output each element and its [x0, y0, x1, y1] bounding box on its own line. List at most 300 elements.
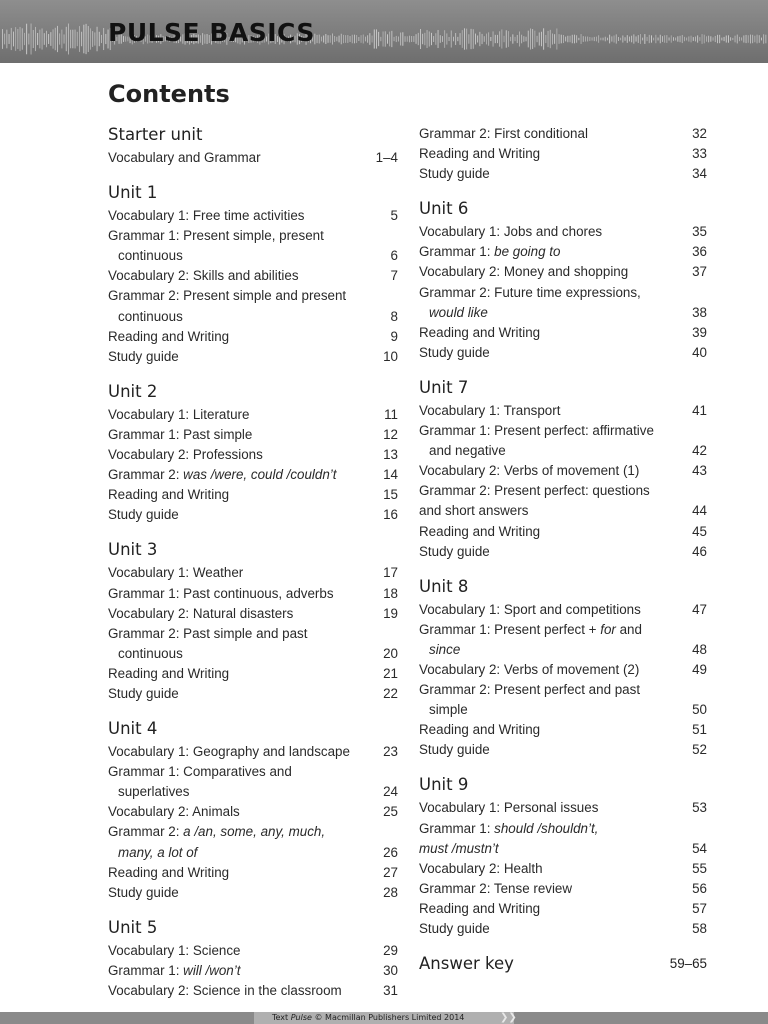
- wave-bar: [697, 35, 698, 42]
- wave-bar: [42, 28, 43, 49]
- wave-bar: [72, 30, 73, 49]
- contents-entry: [108, 563, 398, 583]
- wave-bar: [422, 34, 423, 44]
- page-number: 49: [692, 661, 707, 677]
- wave-bar: [521, 35, 522, 44]
- contents-entry: [419, 242, 707, 262]
- wave-bar: [484, 36, 485, 42]
- wave-bar: [330, 35, 331, 43]
- page-number: 37: [692, 264, 707, 280]
- wave-bar: [715, 36, 716, 42]
- wave-bar: [385, 31, 386, 46]
- wave-bar: [424, 33, 425, 45]
- wave-bar: [11, 28, 12, 50]
- wave-bar: [605, 37, 606, 42]
- contents-entry: [108, 206, 398, 226]
- wave-bar: [519, 32, 520, 47]
- entry-title: Grammar 2: Past simple and past continuous: [108, 625, 308, 661]
- wave-bar: [512, 34, 513, 43]
- contents-section: [419, 377, 707, 562]
- wave-bar: [669, 37, 670, 40]
- page-number: 40: [692, 344, 707, 360]
- page-number: 34: [692, 166, 707, 182]
- wave-bar: [4, 34, 5, 45]
- page-number: 28: [383, 884, 398, 900]
- page-number: 53: [692, 800, 707, 816]
- wave-bar: [15, 27, 16, 51]
- contents-entry: [419, 144, 707, 164]
- contents-entry: [419, 919, 707, 939]
- wave-bar: [754, 36, 755, 43]
- entry-title: Reading and Writing: [108, 328, 230, 344]
- wave-bar: [411, 36, 412, 42]
- entry-title: Grammar 2: Tense review: [419, 880, 573, 896]
- entry-title: Vocabulary 1: Sport and competitions: [419, 601, 641, 617]
- wave-bar: [556, 28, 557, 49]
- wave-bar: [763, 34, 764, 43]
- contents-entry: [419, 798, 707, 818]
- wave-bar: [600, 38, 601, 41]
- wave-bar: [35, 27, 36, 51]
- page-number: 19: [383, 605, 398, 621]
- wave-bar: [735, 36, 736, 43]
- page-number: 6: [390, 248, 398, 264]
- wave-bar: [671, 35, 672, 42]
- wave-bar: [578, 38, 579, 40]
- entry-title: Reading and Writing: [419, 900, 541, 916]
- wave-bar: [103, 28, 104, 50]
- wave-bar: [97, 27, 98, 51]
- wave-bar: [504, 36, 505, 42]
- contents-entry: [419, 720, 707, 740]
- wave-bar: [396, 36, 397, 42]
- wave-bar: [367, 35, 368, 42]
- entry-title: Reading and Writing: [108, 864, 230, 880]
- wave-bar: [341, 34, 342, 45]
- wave-bar: [746, 35, 747, 43]
- wave-bar: [658, 38, 659, 41]
- entry-title: Vocabulary 1: Free time activities: [108, 208, 305, 224]
- wave-bar: [435, 33, 436, 45]
- wave-bar: [651, 35, 652, 42]
- wave-bar: [479, 32, 480, 46]
- entry-title: Vocabulary 2: Verbs of movement (1): [419, 463, 640, 479]
- page-number: 58: [692, 921, 707, 936]
- wave-bar: [455, 33, 456, 45]
- contents-entry: [108, 266, 398, 286]
- wave-bar: [629, 37, 630, 42]
- contents-entry: [108, 505, 398, 525]
- entry-title: Grammar 1: will /won’t: [108, 962, 241, 978]
- wave-bar: [534, 31, 535, 48]
- wave-bar: [319, 35, 320, 44]
- answer-key-label: Answer key: [419, 954, 514, 974]
- wave-bar: [497, 35, 498, 43]
- wave-bar: [39, 30, 40, 49]
- wave-bar: [640, 34, 641, 44]
- wave-bar: [563, 35, 564, 43]
- wave-bar: [409, 36, 410, 43]
- wave-bar: [453, 37, 454, 42]
- wave-bar: [402, 32, 403, 46]
- contents-entry: [108, 684, 398, 704]
- wave-bar: [20, 27, 21, 51]
- wave-bar: [567, 36, 568, 42]
- unit-heading: Unit 4: [108, 719, 158, 739]
- wave-bar: [719, 35, 720, 43]
- wave-bar: [759, 35, 760, 43]
- wave-bar: [598, 35, 599, 42]
- wave-bar: [405, 36, 406, 42]
- wave-bar: [609, 35, 610, 44]
- wave-bar: [398, 36, 399, 41]
- contents-entry: [419, 222, 707, 242]
- contents-section: [108, 718, 398, 903]
- wave-bar: [321, 37, 322, 42]
- wave-bar: [440, 35, 441, 43]
- page-number: 42: [692, 443, 707, 459]
- wave-bar: [2, 29, 3, 49]
- wave-bar: [596, 37, 597, 42]
- page-number: 10: [383, 348, 398, 364]
- wave-bar: [724, 37, 725, 41]
- entry-title: Vocabulary 2: Natural disasters: [108, 605, 294, 621]
- wave-bar: [574, 35, 575, 44]
- contents-entry: [419, 879, 707, 899]
- contents-entry: [419, 740, 707, 760]
- wave-bar: [561, 35, 562, 44]
- wave-bar: [607, 38, 608, 41]
- contents-entry: [419, 660, 707, 680]
- wave-bar: [462, 30, 463, 48]
- unit-heading: Unit 6: [419, 199, 469, 219]
- page-number: 47: [692, 601, 707, 617]
- entry-title: Vocabulary 1: Literature: [108, 406, 250, 422]
- page-number: 14: [383, 467, 398, 483]
- wave-bar: [466, 29, 467, 50]
- page-number: 51: [692, 722, 707, 738]
- wave-bar: [376, 29, 377, 48]
- wave-bar: [737, 35, 738, 44]
- entry-title: Vocabulary 2: Health: [419, 860, 543, 876]
- wave-bar: [730, 37, 731, 40]
- wave-bar: [9, 34, 10, 44]
- wave-bar: [471, 29, 472, 49]
- page-number: 7: [390, 268, 398, 284]
- wave-bar: [418, 33, 419, 45]
- wave-bar: [517, 35, 518, 43]
- entry-title: Study guide: [108, 507, 179, 523]
- wave-bar: [585, 36, 586, 41]
- wave-bar: [356, 35, 357, 43]
- wave-bar: [94, 32, 95, 45]
- contents-entry: [419, 421, 707, 461]
- wave-bar: [559, 34, 560, 44]
- wave-bar: [499, 31, 500, 46]
- entry-title: Study guide: [419, 742, 490, 758]
- copyright-text: Text Pulse © Macmillan Publishers Limited 2014: [272, 1013, 465, 1022]
- wave-bar: [611, 36, 612, 41]
- wave-bar: [726, 35, 727, 42]
- contents-entry: [108, 327, 398, 347]
- wave-bar: [339, 36, 340, 43]
- wave-bar: [6, 30, 7, 49]
- contents-entry: [419, 859, 707, 879]
- wave-bar: [420, 29, 421, 49]
- entry-title: Vocabulary 1: Geography and landscape: [108, 744, 350, 760]
- unit-heading: Unit 8: [419, 576, 469, 596]
- wave-bar: [541, 32, 542, 46]
- entry-title: Grammar 2: Future time expressions, would like: [419, 284, 641, 320]
- wave-bar: [495, 35, 496, 43]
- wave-bar: [449, 37, 450, 41]
- page-number: 45: [692, 523, 707, 539]
- page-number: 29: [383, 942, 398, 958]
- contents-entry: [108, 226, 398, 266]
- wave-bar: [570, 36, 571, 42]
- wave-bar: [627, 35, 628, 43]
- wave-bar: [460, 33, 461, 45]
- entry-title: Grammar 1: Present perfect: affirmative and negative: [419, 423, 654, 459]
- unit-heading: Unit 1: [108, 183, 158, 203]
- wave-bar: [660, 35, 661, 43]
- wave-bar: [363, 35, 364, 44]
- wave-bar: [490, 37, 491, 41]
- entry-title: Vocabulary 1: Personal issues: [419, 800, 599, 816]
- page-number: 35: [692, 224, 707, 240]
- wave-bar: [61, 30, 62, 49]
- entry-title: Vocabulary and Grammar: [108, 150, 261, 165]
- entry-title: Grammar 1: Present perfect + for and since: [419, 621, 642, 657]
- entry-title: Grammar 2: Present perfect and past simple: [419, 682, 641, 718]
- wave-bar: [57, 26, 58, 52]
- wave-bar: [708, 36, 709, 43]
- contents-entry: [108, 981, 398, 1001]
- page-number: 17: [383, 565, 398, 581]
- wave-bar: [101, 35, 102, 43]
- entry-title: Vocabulary 2: Professions: [108, 447, 263, 463]
- wave-bar: [748, 35, 749, 43]
- wave-bar: [761, 38, 762, 41]
- wave-bar: [323, 35, 324, 42]
- entry-title: Grammar 2: Present simple and present continuous: [108, 288, 347, 324]
- page-number: 27: [383, 864, 398, 880]
- contents-entry: [108, 883, 398, 903]
- page-number: 46: [692, 543, 707, 559]
- contents-entry: [108, 286, 398, 326]
- wave-bar: [537, 36, 538, 42]
- chevron-right-icon: ❯❯: [500, 1012, 517, 1023]
- contents-left-column: [108, 124, 398, 1015]
- wave-bar: [413, 36, 414, 42]
- wave-bar: [589, 37, 590, 41]
- wave-bar: [451, 30, 452, 47]
- wave-bar: [407, 36, 408, 41]
- page-number: 18: [383, 585, 398, 601]
- wave-bar: [702, 34, 703, 44]
- page-number: 33: [692, 146, 707, 162]
- wave-bar: [743, 35, 744, 42]
- wave-bar: [653, 38, 654, 41]
- wave-bar: [336, 37, 337, 41]
- page-number: 24: [383, 784, 398, 800]
- wave-bar: [37, 33, 38, 45]
- wave-bar: [684, 37, 685, 41]
- wave-bar: [677, 36, 678, 41]
- contents-entry: [108, 742, 398, 762]
- wave-bar: [354, 35, 355, 44]
- wave-bar: [539, 32, 540, 45]
- wave-bar: [515, 37, 516, 41]
- wave-bar: [361, 35, 362, 43]
- entry-title: Vocabulary 2: Money and shopping: [419, 264, 629, 280]
- page-number: 41: [692, 402, 707, 418]
- wave-bar: [391, 31, 392, 47]
- wave-bar: [372, 35, 373, 42]
- page-number: 52: [692, 742, 707, 758]
- wave-bar: [347, 35, 348, 43]
- brand-title: PULSE BASICS: [108, 18, 315, 47]
- contents-entry: [419, 124, 707, 144]
- contents-entry: [108, 347, 398, 367]
- contents-section: [419, 774, 707, 939]
- wave-bar: [457, 37, 458, 41]
- contents-section: [419, 198, 707, 363]
- wave-bar: [374, 29, 375, 48]
- unit-heading: Starter unit: [108, 125, 203, 144]
- wave-bar: [614, 35, 615, 42]
- wave-bar: [383, 31, 384, 46]
- wave-bar: [543, 28, 544, 49]
- entry-title: Grammar 1: Comparatives and superlatives: [108, 764, 292, 800]
- wave-bar: [369, 33, 370, 45]
- page-number: 9: [390, 328, 398, 344]
- wave-bar: [666, 35, 667, 43]
- wave-bar: [644, 34, 645, 44]
- wave-bar: [728, 35, 729, 42]
- wave-bar: [66, 27, 67, 51]
- contents-entry: [419, 680, 707, 720]
- answer-key-entry: [419, 953, 707, 975]
- wave-bar: [576, 35, 577, 42]
- wave-bar: [44, 33, 45, 45]
- wave-bar: [345, 35, 346, 43]
- wave-bar: [688, 36, 689, 41]
- contents-entry: [419, 542, 707, 562]
- page-number: 20: [383, 645, 398, 661]
- wave-bar: [328, 35, 329, 43]
- wave-bar: [662, 36, 663, 42]
- contents-entry: [108, 624, 398, 664]
- wave-bar: [691, 36, 692, 43]
- wave-bar: [757, 35, 758, 44]
- wave-bar: [636, 36, 637, 41]
- entry-title: Reading and Writing: [419, 523, 541, 539]
- page-number: 5: [390, 208, 398, 224]
- page-number: 56: [692, 880, 707, 896]
- wave-bar: [488, 32, 489, 45]
- wave-bar: [550, 30, 551, 48]
- page-number: 36: [692, 244, 707, 260]
- page-header: [0, 0, 768, 63]
- wave-bar: [22, 28, 23, 49]
- entry-title: Study guide: [419, 543, 490, 559]
- contents-entry: [108, 465, 398, 485]
- wave-bar: [655, 35, 656, 43]
- contents-section: [108, 182, 398, 367]
- wave-bar: [334, 36, 335, 42]
- wave-bar: [532, 29, 533, 49]
- page-number: 59–65: [669, 956, 707, 972]
- contents-entry: [108, 822, 398, 862]
- wave-bar: [387, 34, 388, 43]
- wave-bar: [741, 37, 742, 40]
- contents-section: [108, 917, 398, 1001]
- contents-section: [108, 381, 398, 526]
- wave-bar: [647, 37, 648, 41]
- wave-bar: [710, 36, 711, 41]
- wave-bar: [587, 37, 588, 42]
- unit-heading: Unit 9: [419, 775, 469, 795]
- wave-bar: [664, 35, 665, 42]
- page-number: 30: [383, 962, 398, 978]
- wave-bar: [717, 35, 718, 43]
- contents-entry: [108, 604, 398, 624]
- wave-bar: [350, 36, 351, 42]
- contents-entry: [108, 485, 398, 505]
- contents-section: [108, 539, 398, 704]
- wave-bar: [380, 37, 381, 41]
- wave-bar: [88, 26, 89, 52]
- entry-title: Grammar 1: be going to: [419, 244, 561, 260]
- wave-bar: [704, 35, 705, 44]
- entry-title: Vocabulary 2: Verbs of movement (2): [419, 661, 640, 677]
- entry-title: Vocabulary 2: Science in the classroom: [108, 983, 342, 998]
- wave-bar: [680, 36, 681, 42]
- contents-entry: [108, 584, 398, 604]
- contents-entry: [419, 461, 707, 481]
- contents-entry: [419, 343, 707, 363]
- contents-entry: [419, 283, 707, 323]
- wave-bar: [631, 36, 632, 43]
- wave-bar: [17, 29, 18, 49]
- wave-bar: [48, 34, 49, 44]
- entry-title: Grammar 1: Present simple, present continuous: [108, 228, 324, 264]
- wave-bar: [682, 35, 683, 43]
- entry-title: Reading and Writing: [419, 324, 541, 340]
- unit-heading: Unit 2: [108, 381, 158, 401]
- wave-bar: [317, 35, 318, 43]
- wave-bar: [442, 36, 443, 42]
- entry-title: Reading and Writing: [419, 722, 541, 738]
- wave-bar: [416, 34, 417, 44]
- wave-bar: [545, 35, 546, 43]
- wave-bar: [510, 37, 511, 41]
- wave-bar: [24, 33, 25, 45]
- page-footer: [0, 1012, 768, 1024]
- contents-entry: [108, 802, 398, 822]
- wave-bar: [438, 30, 439, 48]
- page-number: 39: [692, 324, 707, 340]
- contents-entry: [108, 148, 398, 168]
- wave-bar: [59, 33, 60, 44]
- page-number: 23: [383, 744, 398, 760]
- contents-entry: [108, 961, 398, 981]
- wave-bar: [92, 31, 93, 47]
- wave-bar: [31, 24, 32, 55]
- wave-bar: [765, 35, 766, 44]
- entry-title: Grammar 2: a /an, some, any, much, many, a lot of: [108, 824, 326, 860]
